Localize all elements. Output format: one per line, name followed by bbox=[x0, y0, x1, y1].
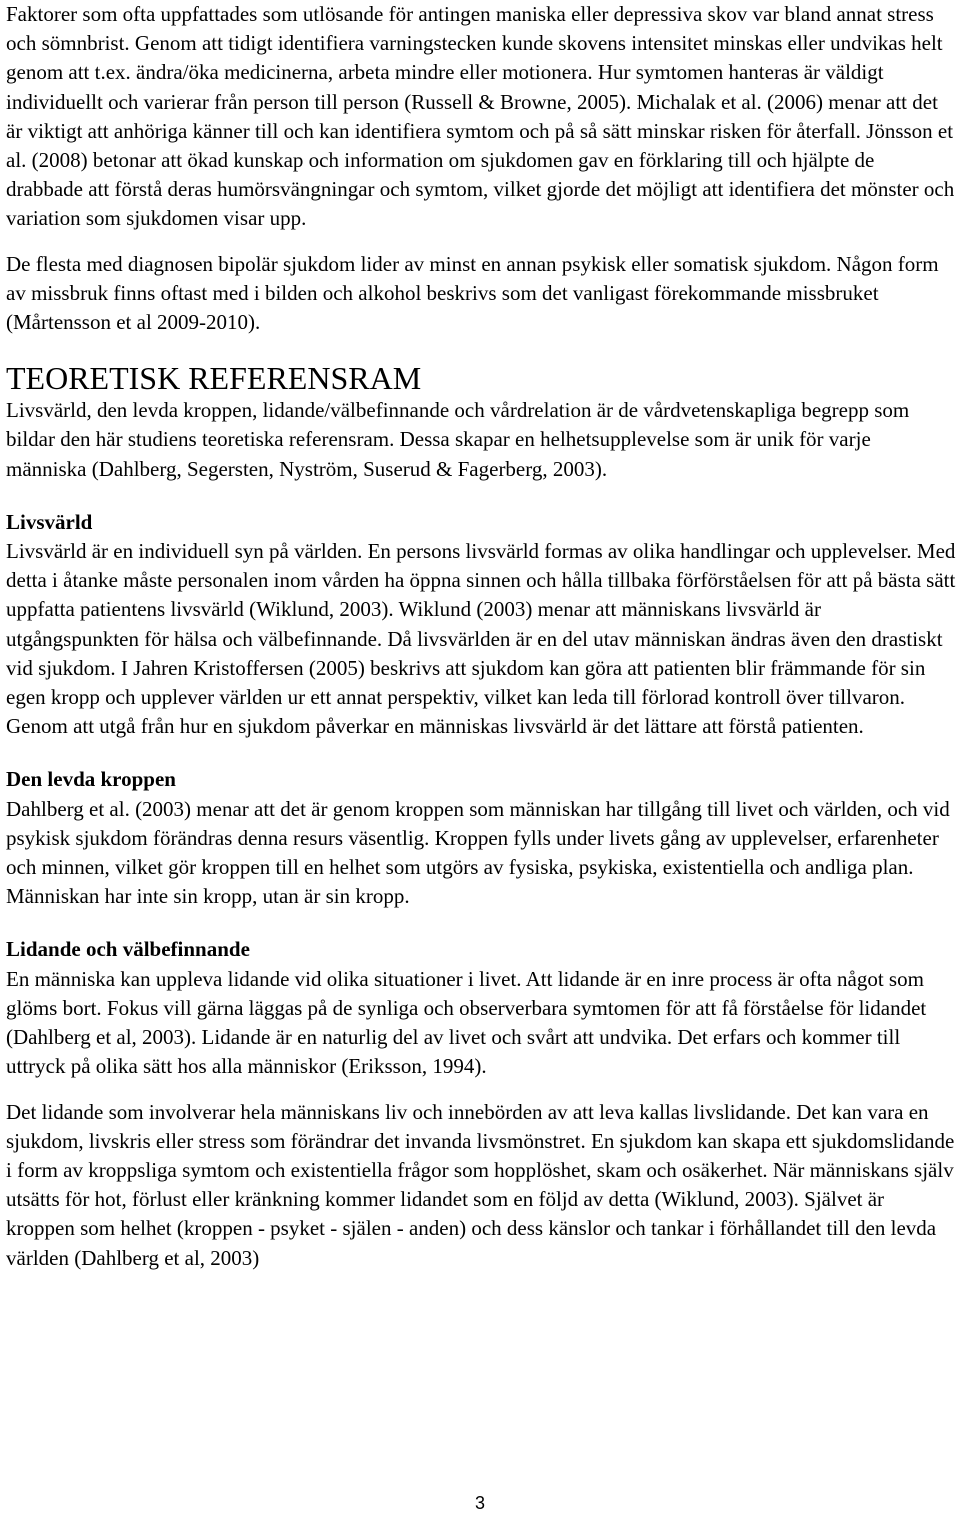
paragraph-triggers: Faktorer som ofta uppfattades som utlösande för antingen maniska eller depressiva skov var bland annat stress och sömnbrist. Genom att tidigt identifiera varningstecken kunde skovens intensitet minskas eller undvikas helt genom att t.ex. ändra/öka medicinerna, arbeta mindre eller motionera. Hur symtomen hanteras är väldigt individuellt och varierar från person till person (Russell & Browne, 2005). Michalak et al. (2006) menar att det är viktigt att anhöriga känner till och kan identifiera symtom och på så sätt minskar risken för återfall. Jönsson et al. (2008) betonar att ökad kunskap och information om sjukdomen gav en förklaring till och hjälpte de drabbade att förstå deras humörsvängningar och symtom, vilket gjorde det möjligt att identifiera det mönster och variation som sjukdomen visar upp. bbox=[6, 2, 955, 231]
paragraph-levda-kroppen: Dahlberg et al. (2003) menar att det är genom kroppen som människan har tillgång till livet och världen, och vid psykisk sjukdom förändras denna resurs väsentlig. Kroppen fylls under livets gång av upplevelser, erfarenheter och minnen, vilket gör kroppen till en helhet som utgörs av fysiska, psykiska, existentiella och andliga plan. Människan har inte sin kropp, utan är sin kropp. bbox=[6, 796, 950, 909]
subheading-lidande: Lidande och välbefinnande bbox=[6, 937, 250, 962]
subheading-livsvarld: Livsvärld bbox=[6, 509, 93, 534]
paragraph-livsvarld: Livsvärld är en individuell syn på världen. En persons livsvärld formas av olika handlingar och upplevelser. Med detta i åtanke måste personalen inom vården ha öppna sinnen och hålla tillbaka förförståelsen för att på bästa sätt uppfatta patientens livsvärld (Wiklund, 2003). Wiklund (2003) menar att människans livsvärld är utgångspunkten för hälsa och välbefinnande. Då livsvärlden är en del utav människan ändras även den drastiskt vid sjukdom. I Jahren Kristoffersen (2005) beskrivs att sjukdom kan göra att patienten blir främmande för sin egen kropp och upplever världen ur ett annat perspektiv, vilket kan leda till förlorad kontroll över tillvaron. Genom att utgå från hur en sjukdom påverkar en människas livsvärld är det lättare att förstå patienten. bbox=[6, 539, 956, 739]
document-page bbox=[6, 0, 956, 1273]
section-title: TEORETISK REFERENSRAM bbox=[6, 360, 422, 397]
paragraph-comorbidity: De flesta med diagnosen bipolär sjukdom lider av minst en annan psykisk eller somatisk sjukdom. Någon form av missbruk finns oftast med i bilden och alkohol beskrivs som det vanligast förekommande missbruket (Mårtensson et al 2009-2010). bbox=[6, 251, 939, 335]
subheading-levda-kroppen: Den levda kroppen bbox=[6, 767, 176, 792]
paragraph-lidande-1: En människa kan uppleva lidande vid olika situationer i livet. Att lidande är en inre process är ofta något som glöms bort. Fokus vill gärna läggas på de synliga och observerbara symtomen för att få förståelse för lidandet (Dahlberg et al, 2003). Lidande är en naturlig del av livet och svårt att undvika. Det erfars och kommer till uttryck på olika sätt hos alla människor (Eriksson, 1994). bbox=[6, 966, 927, 1079]
page-number: 3 bbox=[474, 1493, 485, 1513]
paragraph-lidande-2: Det lidande som involverar hela människans liv och innebörden av att leva kallas livslidande. Det kan vara en sjukdom, livskris eller stress som förändrar det invanda livsmönstret. En sjukdom kan skapa ett sjukdomslidande i form av kroppsliga symtom och existentiella frågor som hopplöshet, skam och osäkerhet. När människans själv utsätts för hot, förlust eller kränkning kommer lidandet som en följd av detta (Wiklund, 2003). Självet är kroppen som helhet (kroppen - psyket - själen - anden) och dess känslor och tankar i förhållandet till den levda världen (Dahlberg et al, 2003) bbox=[6, 1099, 955, 1270]
paragraph-theory-intro: Livsvärld, den levda kroppen, lidande/välbefinnande och vårdrelation är de vårdvetenskapliga begrepp som bildar den här studiens teoretiska referensram. Dessa skapar en helhetsupplevelse som är unik för varje människa (Dahlberg, Segersten, Nyström, Suserud & Fagerberg, 2003). bbox=[6, 398, 910, 481]
